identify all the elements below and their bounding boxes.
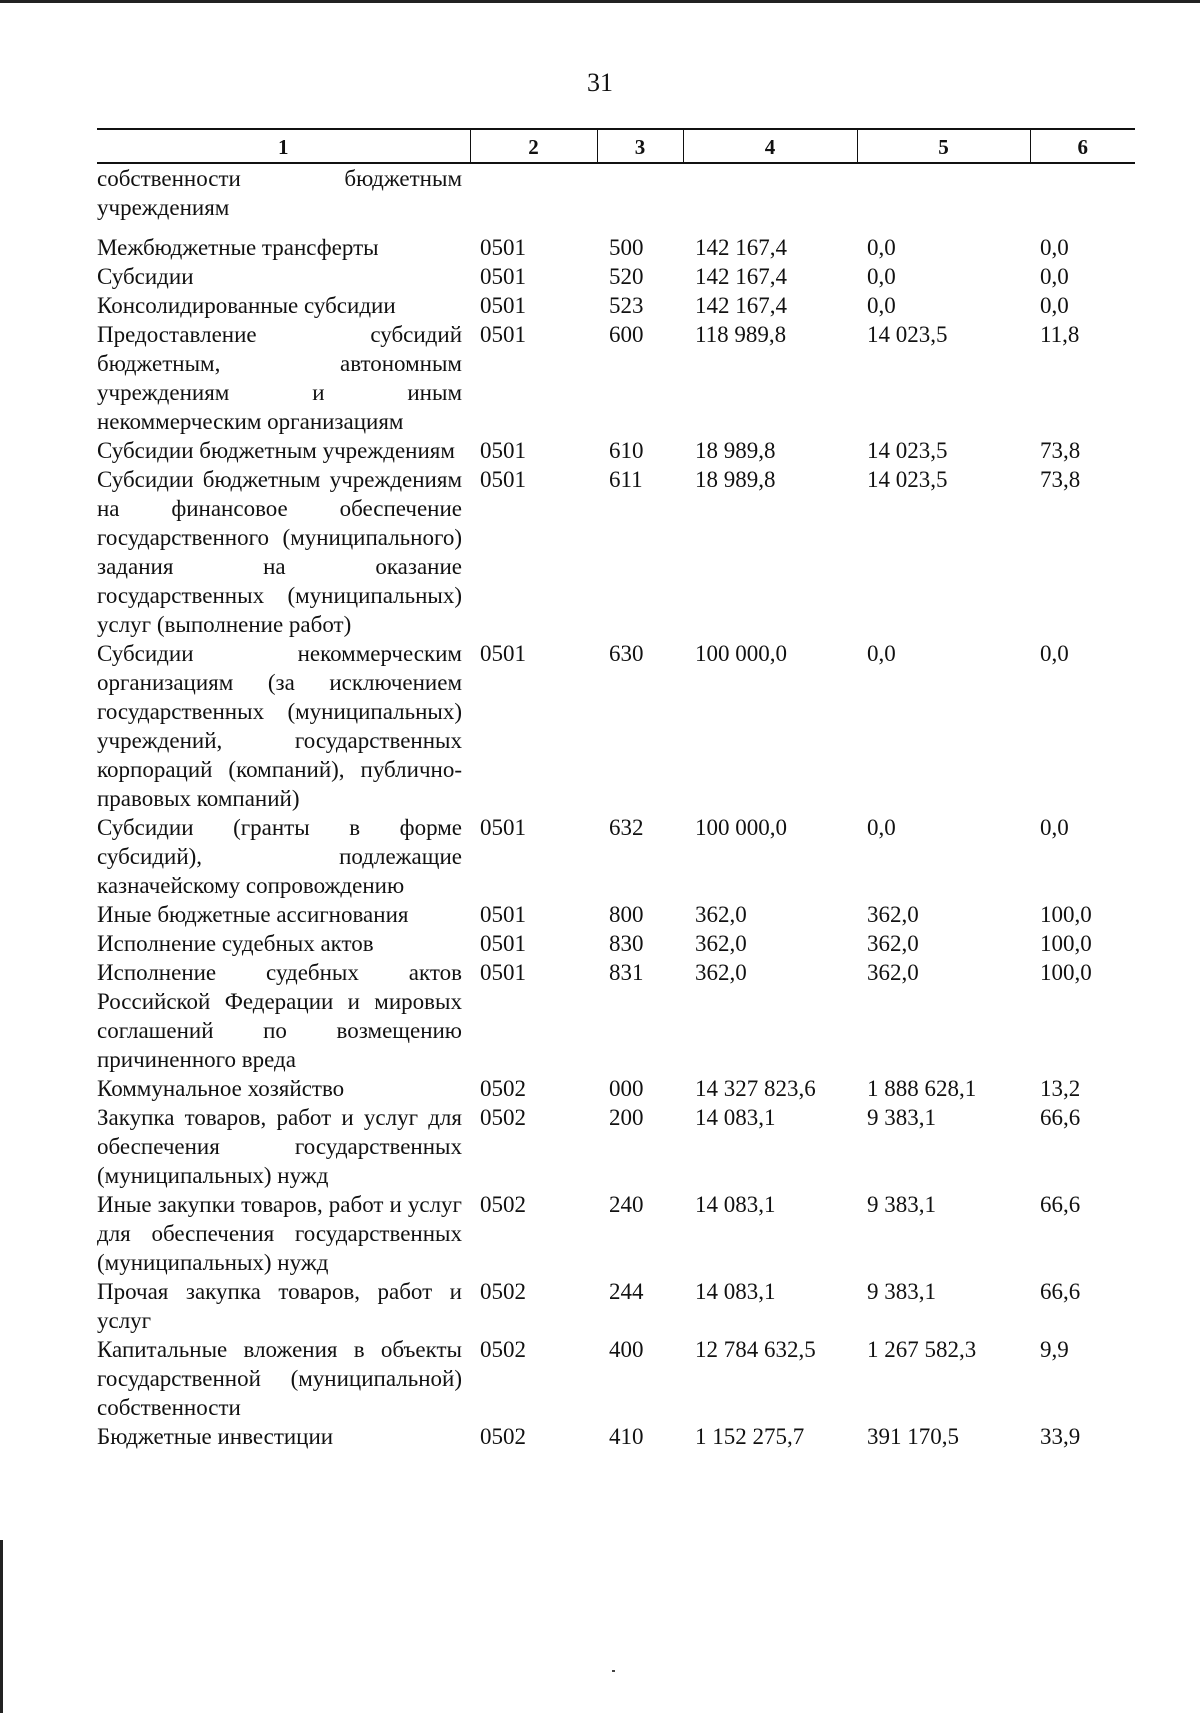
row-expense-type: 800 [609, 902, 644, 927]
row-value-5: 14 023,5 [867, 467, 948, 492]
column-header-1: 1 [97, 129, 470, 163]
row-value-5: 9 383,1 [867, 1105, 936, 1130]
table-row [97, 929, 1135, 958]
row-value-5: 0,0 [867, 264, 896, 289]
row-value-6: 0,0 [1040, 264, 1069, 289]
row-name: Субсидии [97, 264, 194, 289]
row-section-code: 0501 [480, 815, 526, 840]
budget-table [97, 128, 1135, 1451]
row-value-5: 0,0 [867, 641, 896, 666]
table-row [97, 813, 1135, 900]
row-section-code: 0501 [480, 293, 526, 318]
table-row [97, 958, 1135, 1074]
row-value-6: 66,6 [1040, 1105, 1081, 1130]
row-value-5: 1 267 582,3 [867, 1337, 977, 1362]
row-value-4: 142 167,4 [695, 293, 787, 318]
row-value-5: 362,0 [867, 902, 919, 927]
table-row [97, 436, 1135, 465]
row-value-6: 100,0 [1040, 931, 1092, 956]
table-row [97, 320, 1135, 436]
row-section-code: 0502 [480, 1279, 526, 1304]
row-value-6: 100,0 [1040, 960, 1092, 985]
table-row [97, 639, 1135, 813]
row-name: Предоставление субсидий бюджетным, автономным учреждениям и иным некоммерческим организациям [97, 322, 462, 434]
row-value-6: 66,6 [1040, 1192, 1081, 1217]
row-value-5: 14 023,5 [867, 438, 948, 463]
table-row [97, 1335, 1135, 1422]
row-value-4: 14 327 823,6 [695, 1076, 816, 1101]
row-value-4: 142 167,4 [695, 264, 787, 289]
row-name: Консолидированные субсидии [97, 293, 396, 318]
row-expense-type: 200 [609, 1105, 644, 1130]
row-value-6: 9,9 [1040, 1337, 1069, 1362]
row-section-code: 0501 [480, 931, 526, 956]
row-expense-type: 000 [609, 1076, 644, 1101]
row-value-4: 14 083,1 [695, 1192, 776, 1217]
row-value-4: 362,0 [695, 902, 747, 927]
row-value-5: 9 383,1 [867, 1192, 936, 1217]
row-value-5: 0,0 [867, 235, 896, 260]
row-value-6: 11,8 [1040, 322, 1080, 347]
row-value-5: 0,0 [867, 293, 896, 318]
row-value-4: 18 989,8 [695, 467, 776, 492]
row-value-4: 14 083,1 [695, 1279, 776, 1304]
row-section-code: 0501 [480, 235, 526, 260]
continuation-text: собственности бюджетным учреждениям [97, 166, 462, 220]
row-name: Субсидии (гранты в форме субсидий), подлежащие казначейскому сопровождению [97, 815, 462, 898]
table-row [97, 1277, 1135, 1335]
column-header-6: 6 [1030, 129, 1135, 163]
row-section-code: 0501 [480, 438, 526, 463]
row-expense-type: 632 [609, 815, 644, 840]
row-name: Субсидии бюджетным учреждениям на финансовое обеспечение государственного (муниципального) задания на оказание государственных (муниципальных) услуг (выполнение работ) [97, 467, 462, 637]
row-value-4: 142 167,4 [695, 235, 787, 260]
row-value-6: 33,9 [1040, 1424, 1081, 1449]
scan-speck [612, 1670, 615, 1672]
row-section-code: 0501 [480, 641, 526, 666]
row-value-6: 0,0 [1040, 815, 1069, 840]
row-value-6: 73,8 [1040, 467, 1081, 492]
row-value-5: 1 888 628,1 [867, 1076, 977, 1101]
row-section-code: 0502 [480, 1424, 526, 1449]
table-row [97, 262, 1135, 291]
row-section-code: 0502 [480, 1337, 526, 1362]
table-row [97, 1422, 1135, 1451]
table-row [97, 1103, 1135, 1190]
continuation-row [97, 163, 1135, 233]
table-row [97, 233, 1135, 262]
row-name: Межбюджетные трансферты [97, 235, 379, 260]
row-section-code: 0501 [480, 322, 526, 347]
column-header-4: 4 [683, 129, 857, 163]
row-name: Коммунальное хозяйство [97, 1076, 345, 1101]
row-value-4: 12 784 632,5 [695, 1337, 816, 1362]
row-value-6: 0,0 [1040, 293, 1069, 318]
row-section-code: 0502 [480, 1192, 526, 1217]
row-value-5: 14 023,5 [867, 322, 948, 347]
row-value-4: 362,0 [695, 931, 747, 956]
row-expense-type: 244 [609, 1279, 644, 1304]
row-value-4: 362,0 [695, 960, 747, 985]
row-section-code: 0501 [480, 467, 526, 492]
row-value-5: 362,0 [867, 960, 919, 985]
row-value-6: 100,0 [1040, 902, 1092, 927]
row-name: Иные бюджетные ассигнования [97, 902, 409, 927]
row-expense-type: 410 [609, 1424, 644, 1449]
row-name: Субсидии некоммерческим организациям (за исключением государственных (муниципальных) учреждений, государственных корпораций (компаний), публично-правовых компаний) [97, 641, 462, 811]
column-header-5: 5 [857, 129, 1030, 163]
row-value-5: 362,0 [867, 931, 919, 956]
scan-edge-top [0, 0, 1200, 3]
table-row [97, 1190, 1135, 1277]
row-expense-type: 400 [609, 1337, 644, 1362]
table-header-row [97, 129, 1135, 163]
table-row [97, 465, 1135, 639]
page-number: 31 [587, 68, 613, 97]
row-section-code: 0502 [480, 1105, 526, 1130]
table-row [97, 1074, 1135, 1103]
row-expense-type: 610 [609, 438, 644, 463]
row-value-5: 391 170,5 [867, 1424, 959, 1449]
row-value-6: 0,0 [1040, 641, 1069, 666]
scan-edge-left [0, 1540, 3, 1713]
row-name: Исполнение судебных актов [97, 931, 374, 956]
column-header-3: 3 [597, 129, 683, 163]
row-section-code: 0501 [480, 264, 526, 289]
row-section-code: 0501 [480, 960, 526, 985]
row-expense-type: 830 [609, 931, 644, 956]
row-expense-type: 523 [609, 293, 644, 318]
row-name: Субсидии бюджетным учреждениям [97, 438, 455, 463]
row-name: Прочая закупка товаров, работ и услуг [97, 1279, 462, 1333]
row-name: Закупка товаров, работ и услуг для обеспечения государственных (муниципальных) нужд [97, 1105, 462, 1188]
row-value-6: 66,6 [1040, 1279, 1081, 1304]
row-value-6: 73,8 [1040, 438, 1081, 463]
table-row [97, 900, 1135, 929]
row-value-4: 14 083,1 [695, 1105, 776, 1130]
row-value-6: 13,2 [1040, 1076, 1081, 1101]
row-name: Исполнение судебных актов Российской Федерации и мировых соглашений по возмещению причиненного вреда [97, 960, 462, 1072]
row-expense-type: 831 [609, 960, 644, 985]
column-header-2: 2 [470, 129, 597, 163]
row-section-code: 0502 [480, 1076, 526, 1101]
table-row [97, 291, 1135, 320]
row-value-4: 100 000,0 [695, 815, 787, 840]
row-name: Капитальные вложения в объекты государственной (муниципальной) собственности [97, 1337, 462, 1420]
row-section-code: 0501 [480, 902, 526, 927]
row-expense-type: 500 [609, 235, 644, 260]
table-body [97, 163, 1135, 1451]
row-value-5: 9 383,1 [867, 1279, 936, 1304]
row-expense-type: 600 [609, 322, 644, 347]
row-value-4: 18 989,8 [695, 438, 776, 463]
row-value-5: 0,0 [867, 815, 896, 840]
row-expense-type: 611 [609, 467, 643, 492]
row-value-4: 100 000,0 [695, 641, 787, 666]
row-expense-type: 520 [609, 264, 644, 289]
row-name: Иные закупки товаров, работ и услуг для обеспечения государственных (муниципальных) нужд [97, 1192, 462, 1275]
row-value-4: 118 989,8 [695, 322, 787, 347]
row-name: Бюджетные инвестиции [97, 1424, 334, 1449]
row-expense-type: 240 [609, 1192, 644, 1217]
row-value-4: 1 152 275,7 [695, 1424, 805, 1449]
row-expense-type: 630 [609, 641, 644, 666]
row-value-6: 0,0 [1040, 235, 1069, 260]
